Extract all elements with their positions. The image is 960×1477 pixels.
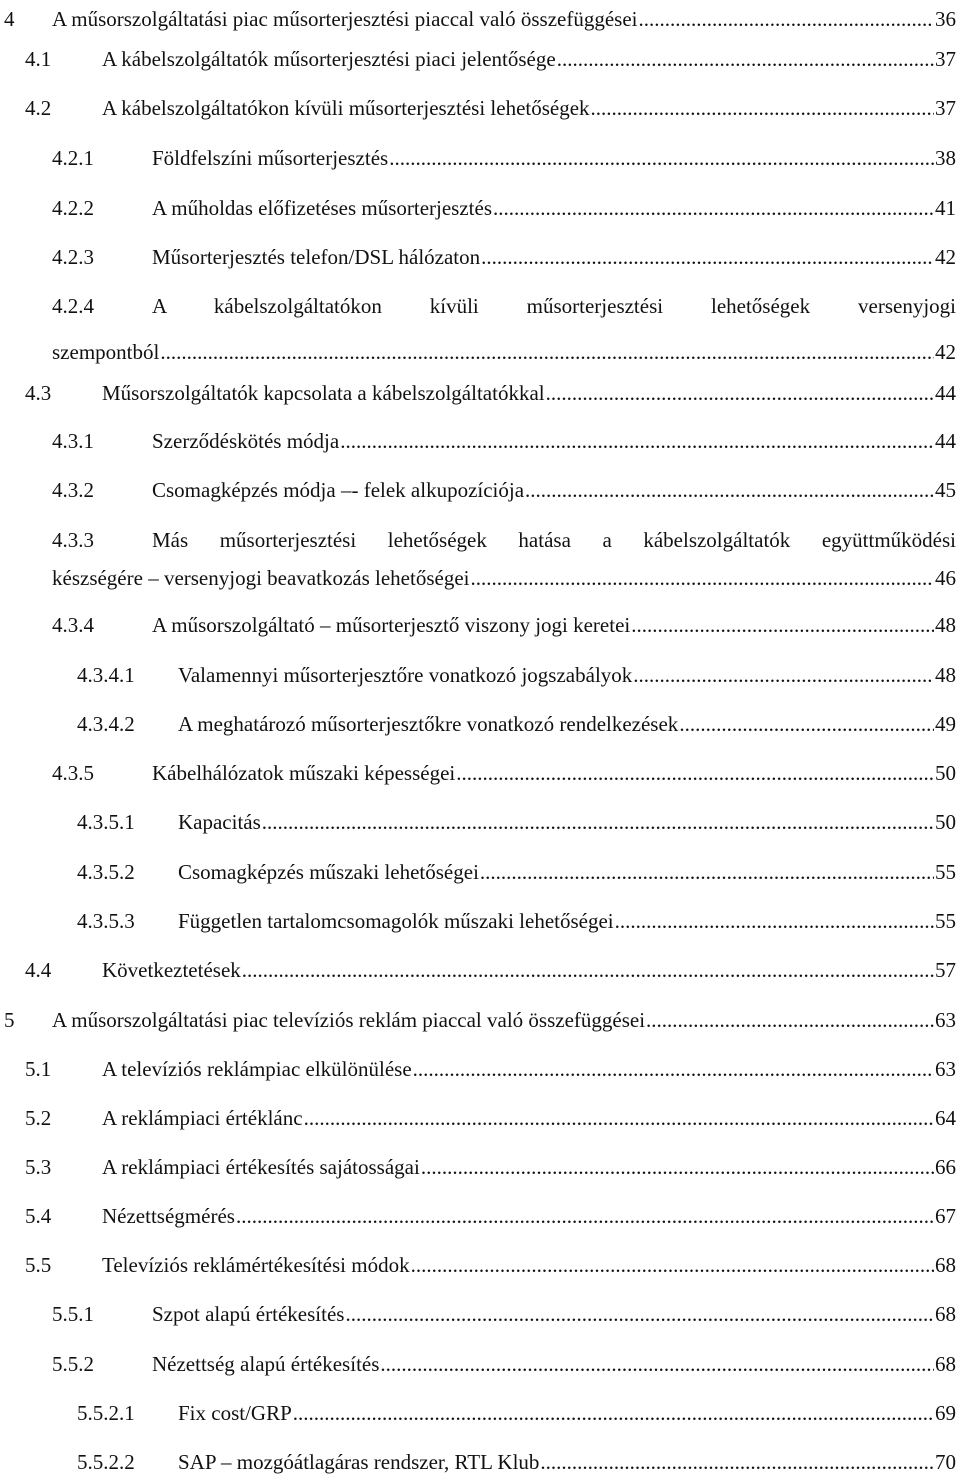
toc-entry[interactable]	[25, 1201, 956, 1231]
toc-entry[interactable]	[52, 610, 956, 640]
entry-page: 44	[935, 381, 956, 405]
entry-page: 64	[935, 1106, 956, 1130]
entry-title: Független tartalomcsomagolók műszaki lehetőségei	[178, 909, 614, 933]
dot-leader	[304, 1103, 934, 1133]
entry-number: 4.2	[25, 96, 52, 120]
dot-leader	[411, 1250, 934, 1280]
entry-title: A reklámpiaci értékesítés sajátosságai	[102, 1155, 420, 1179]
dot-leader	[345, 1299, 934, 1329]
entry-page: 41	[935, 196, 956, 220]
entry-number: 5.5.2	[52, 1352, 94, 1376]
entry-title: Kapacitás	[178, 810, 261, 834]
dot-leader	[262, 807, 934, 837]
entry-page: 68	[935, 1352, 956, 1376]
entry-number: 4.3.3	[52, 528, 94, 552]
dot-leader	[591, 93, 934, 123]
toc-entry[interactable]	[52, 1299, 956, 1329]
entry-number: 4.3.5.2	[77, 860, 135, 884]
entry-number: 4.3.4.1	[77, 663, 135, 687]
toc-entry[interactable]	[52, 426, 956, 456]
toc-entry[interactable]	[0, 291, 956, 367]
toc-entry[interactable]	[52, 193, 956, 223]
entry-number: 4.3.5.3	[77, 909, 135, 933]
entry-title-line2: szempontból	[52, 340, 160, 364]
dot-leader	[540, 1447, 934, 1477]
entry-page: 57	[935, 958, 956, 982]
toc-entry[interactable]	[77, 807, 956, 837]
entry-title: A kábelszolgáltatókon kívüli műsorterjesztési lehetőségek	[102, 96, 590, 120]
entry-page: 63	[935, 1057, 956, 1081]
dot-leader	[480, 857, 934, 887]
toc-entry[interactable]	[25, 1103, 956, 1133]
dot-leader	[679, 709, 934, 739]
toc-entry[interactable]	[77, 1398, 956, 1428]
entry-number: 5.5.2.1	[77, 1401, 135, 1425]
entry-title: Következtetések	[102, 958, 241, 982]
entry-number: 4.3.5.1	[77, 810, 135, 834]
toc-entry[interactable]	[77, 709, 956, 739]
toc-entry[interactable]	[25, 1054, 956, 1084]
entry-number: 5	[4, 1008, 15, 1032]
entry-title: Nézettségmérés	[102, 1204, 235, 1228]
dot-leader	[638, 4, 934, 34]
entry-title: Csomagképzés módja –- felek alkupozíciója	[152, 478, 525, 502]
toc-entry[interactable]	[25, 1152, 956, 1182]
entry-number: 4.2.3	[52, 245, 94, 269]
entry-number: 5.1	[25, 1057, 52, 1081]
dot-leader	[236, 1201, 934, 1231]
entry-title-line2: készségére – versenyjogi beavatkozás lehetőségei	[52, 566, 470, 590]
entry-number: 4.3.2	[52, 478, 94, 502]
entry-number: 5.5	[25, 1253, 52, 1277]
dot-leader	[633, 660, 934, 690]
dot-leader	[380, 1349, 934, 1379]
entry-title: Fix cost/GRP	[178, 1401, 292, 1425]
entry-page: 55	[935, 909, 956, 933]
entry-page: 68	[935, 1253, 956, 1277]
entry-title: A reklámpiaci értéklánc	[102, 1106, 303, 1130]
entry-number: 5.4	[25, 1204, 52, 1228]
entry-title: Műsorterjesztés telefon/DSL hálózaton	[152, 245, 481, 269]
entry-number: 4.3	[25, 381, 52, 405]
entry-page: 48	[935, 613, 956, 637]
dot-leader	[413, 1054, 934, 1084]
dot-leader	[293, 1398, 934, 1428]
entry-number: 5.2	[25, 1106, 52, 1130]
dot-leader	[160, 337, 934, 367]
entry-title: Szerződéskötés módja	[152, 429, 340, 453]
entry-page: 46	[935, 566, 956, 590]
entry-number: 4.3.5	[52, 761, 94, 785]
entry-title: Valamennyi műsorterjesztőre vonatkozó jogszabályok	[178, 663, 633, 687]
entry-title: A televíziós reklámpiac elkülönülése	[102, 1057, 412, 1081]
dot-leader	[242, 955, 934, 985]
entry-page: 38	[935, 146, 956, 170]
entry-number: 4.4	[25, 958, 52, 982]
toc-entry[interactable]	[77, 906, 956, 936]
entry-page: 63	[935, 1008, 956, 1032]
dot-leader	[340, 426, 934, 456]
dot-leader	[481, 242, 934, 272]
entry-title: A műsorszolgáltatási piac televíziós reklám piaccal való összefüggései	[52, 1008, 646, 1032]
entry-page: 70	[935, 1450, 956, 1474]
entry-title-line1: A kábelszolgáltatókon kívüli műsorterjesztési lehetőségek versenyjogi	[152, 294, 956, 318]
toc-entry[interactable]	[0, 525, 956, 601]
toc-entry[interactable]	[77, 1447, 956, 1477]
entry-title: Csomagképzés műszaki lehetőségei	[178, 860, 479, 884]
entry-number: 4.3.1	[52, 429, 94, 453]
entry-page: 42	[935, 340, 956, 364]
entry-title: A meghatározó műsorterjesztőkre vonatkozó rendelkezések	[178, 712, 679, 736]
entry-number: 4.1	[25, 47, 52, 71]
toc-entry[interactable]	[52, 143, 956, 173]
toc-entry[interactable]	[52, 1349, 956, 1379]
dot-leader	[525, 475, 934, 505]
entry-page: 42	[935, 245, 956, 269]
entry-page: 49	[935, 712, 956, 736]
dot-leader	[631, 610, 934, 640]
entry-title: A műsorszolgáltatási piac műsorterjesztési piaccal való összefüggései	[52, 7, 638, 31]
toc-entry[interactable]	[25, 1250, 956, 1280]
toc-entry[interactable]	[52, 242, 956, 272]
entry-number: 4.2.1	[52, 146, 94, 170]
entry-number: 4.3.4	[52, 613, 94, 637]
entry-number: 5.5.1	[52, 1302, 94, 1326]
dot-leader	[471, 563, 935, 593]
entry-title: A kábelszolgáltatók műsorterjesztési piaci jelentősége	[102, 47, 556, 71]
dot-leader	[546, 378, 934, 408]
entry-title: A műsorszolgáltató – műsorterjesztő viszony jogi keretei	[152, 613, 631, 637]
toc-entry[interactable]	[4, 4, 956, 34]
toc-entry[interactable]	[25, 378, 956, 408]
toc-entry[interactable]	[77, 857, 956, 887]
toc-entry[interactable]	[4, 1005, 956, 1035]
dot-leader	[493, 193, 934, 223]
entry-title: Földfelszíni műsorterjesztés	[152, 146, 389, 170]
entry-number: 5.5.2.2	[77, 1450, 135, 1474]
toc-entry[interactable]	[52, 758, 956, 788]
toc-entry[interactable]	[25, 44, 956, 74]
entry-page: 50	[935, 761, 956, 785]
entry-page: 45	[935, 478, 956, 502]
entry-title: Nézettség alapú értékesítés	[152, 1352, 380, 1376]
entry-page: 37	[935, 96, 956, 120]
entry-page: 55	[935, 860, 956, 884]
entry-number: 4.2.2	[52, 196, 94, 220]
dot-leader	[456, 758, 934, 788]
entry-number: 4.2.4	[52, 294, 94, 318]
entry-number: 4	[4, 7, 15, 31]
entry-title: A műholdas előfizetéses műsorterjesztés	[152, 196, 492, 220]
entry-page: 37	[935, 47, 956, 71]
entry-title: Kábelhálózatok műszaki képességei	[152, 761, 456, 785]
toc-entry[interactable]	[25, 955, 956, 985]
entry-page: 68	[935, 1302, 956, 1326]
entry-page: 67	[935, 1204, 956, 1228]
entry-number: 4.3.4.2	[77, 712, 135, 736]
dot-leader	[557, 44, 934, 74]
toc-entry[interactable]	[25, 93, 956, 123]
dot-leader	[421, 1152, 934, 1182]
entry-title: SAP – mozgóátlagáras rendszer, RTL Klub	[178, 1450, 540, 1474]
entry-page: 48	[935, 663, 956, 687]
toc-entry[interactable]	[52, 475, 956, 505]
entry-title: Szpot alapú értékesítés	[152, 1302, 345, 1326]
entry-number: 5.3	[25, 1155, 52, 1179]
entry-page: 69	[935, 1401, 956, 1425]
entry-title: Műsorszolgáltatók kapcsolata a kábelszolgáltatókkal	[102, 381, 545, 405]
toc-entry[interactable]	[77, 660, 956, 690]
entry-page: 66	[935, 1155, 956, 1179]
entry-title: Televíziós reklámértékesítési módok	[102, 1253, 410, 1277]
dot-leader	[615, 906, 934, 936]
dot-leader	[389, 143, 934, 173]
entry-page: 36	[935, 7, 956, 31]
entry-page: 50	[935, 810, 956, 834]
entry-page: 44	[935, 429, 956, 453]
dot-leader	[646, 1005, 934, 1035]
entry-title-line1: Más műsorterjesztési lehetőségek hatása a kábelszolgáltatók együttműködési	[152, 528, 956, 552]
